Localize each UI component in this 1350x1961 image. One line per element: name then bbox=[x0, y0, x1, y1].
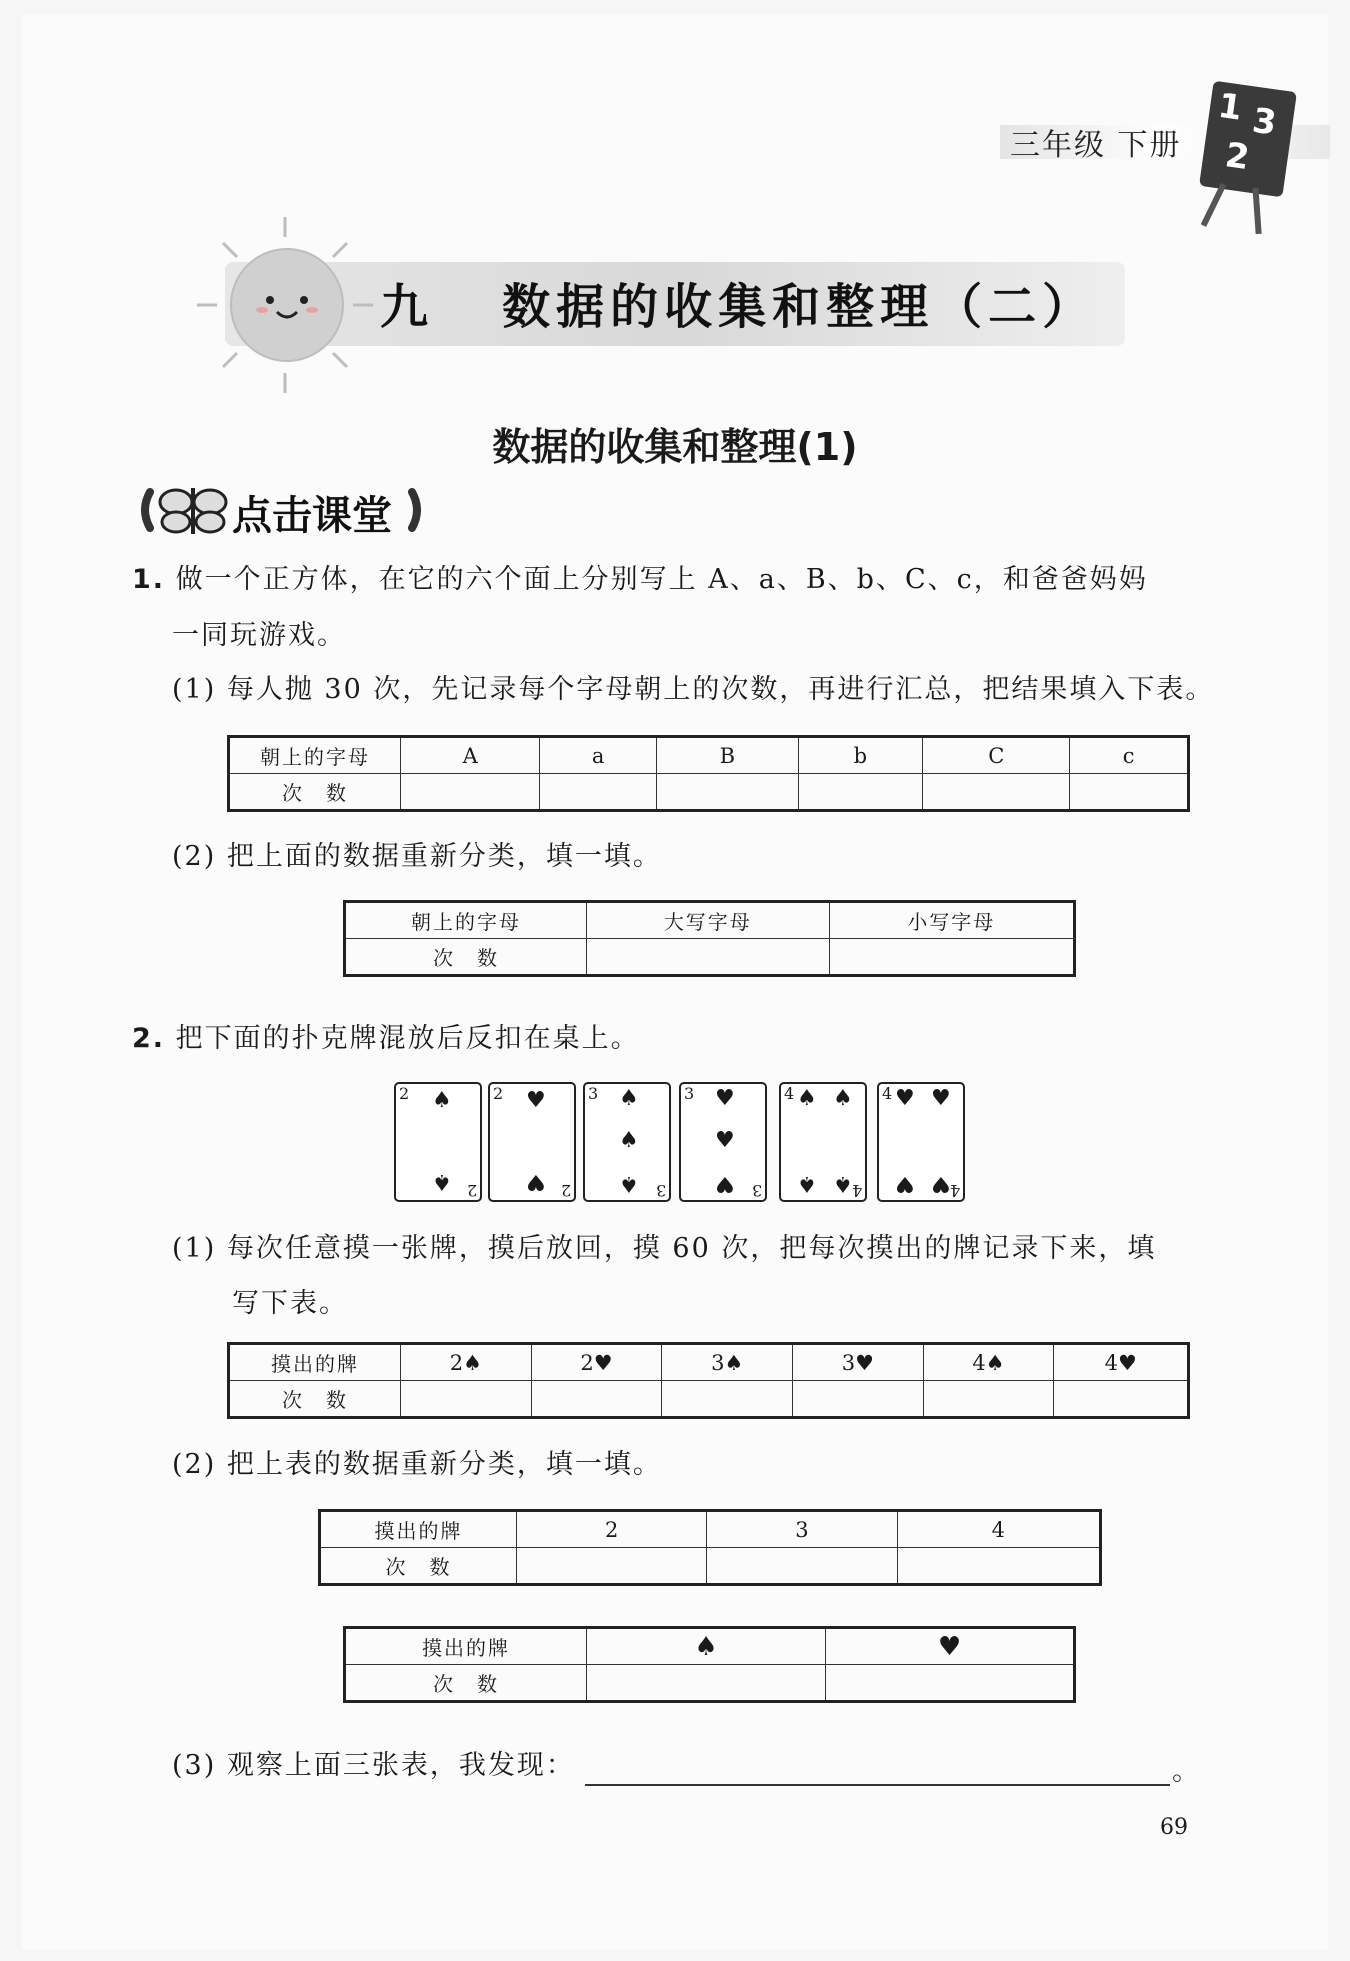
card-rank: 2 bbox=[560, 1181, 571, 1200]
card-2-spade bbox=[394, 1082, 482, 1202]
column-cell: C bbox=[923, 737, 1070, 774]
card-rank: 2 bbox=[493, 1084, 504, 1103]
column-cell: b bbox=[798, 737, 923, 774]
table-row bbox=[345, 939, 1075, 976]
column-cell: 2♠ bbox=[401, 1344, 532, 1381]
card-4-spade bbox=[779, 1082, 867, 1202]
header-cell: 摸出的牌 bbox=[229, 1344, 401, 1381]
header-cell: 朝上的字母 bbox=[345, 902, 587, 939]
board-number-2: 2 bbox=[1222, 135, 1252, 179]
butterfly-icon bbox=[160, 488, 226, 534]
column-cell: a bbox=[540, 737, 657, 774]
card-2-heart bbox=[488, 1082, 576, 1202]
answer-cell[interactable] bbox=[829, 939, 1074, 976]
answer-blank-line[interactable] bbox=[585, 1784, 1170, 1786]
q2-part1-line1: (1) 每次任意摸一张牌，摸后放回，摸 60 次，把每次摸出的牌记录下来，填 bbox=[172, 1233, 1157, 1264]
q1-part2: (2) 把上面的数据重新分类，填一填。 bbox=[172, 841, 662, 872]
table-row bbox=[320, 1548, 1101, 1585]
card-rank: 4 bbox=[851, 1181, 862, 1200]
answer-cell[interactable] bbox=[540, 774, 657, 811]
column-cell: 大写字母 bbox=[587, 902, 830, 939]
q2-line bbox=[132, 1025, 640, 1052]
sun-rays-icon bbox=[195, 215, 375, 395]
column-cell: 4♥ bbox=[1054, 1344, 1189, 1381]
answer-cell[interactable] bbox=[923, 1381, 1054, 1418]
q1-part1: (1) 每人抛 30 次，先记录每个字母朝上的次数，再进行汇总，把结果填入下表。 bbox=[172, 674, 1215, 705]
answer-cell[interactable] bbox=[923, 774, 1070, 811]
header-cell: 摸出的牌 bbox=[320, 1511, 517, 1548]
table-row bbox=[229, 737, 1189, 774]
badge-label: 点击课堂 bbox=[232, 493, 392, 539]
card-4-heart bbox=[877, 1082, 965, 1202]
q1-text-line1: 做一个正方体，在它的六个面上分别写上 A、a、B、b、C、c，和爸爸妈妈 bbox=[175, 564, 1148, 595]
card-count-table bbox=[227, 1342, 1190, 1419]
header-cell: 摸出的牌 bbox=[345, 1628, 587, 1665]
letter-count-table bbox=[227, 735, 1190, 812]
column-cell: B bbox=[656, 737, 798, 774]
table-row bbox=[229, 1381, 1189, 1418]
column-cell: A bbox=[401, 737, 540, 774]
grade-label: 三年级 下册 bbox=[1010, 128, 1182, 163]
answer-cell[interactable] bbox=[1070, 774, 1189, 811]
answer-cell[interactable] bbox=[656, 774, 798, 811]
card-suit-table bbox=[343, 1626, 1076, 1703]
heart-icon: ♥ bbox=[715, 1128, 735, 1153]
card-rank: 3 bbox=[684, 1084, 695, 1103]
answer-cell[interactable] bbox=[517, 1548, 707, 1585]
table-row bbox=[229, 774, 1189, 811]
board-number-1: 1 bbox=[1215, 85, 1245, 129]
count-label-cell: 次 数 bbox=[345, 939, 587, 976]
answer-cell[interactable] bbox=[1054, 1381, 1189, 1418]
card-3-spade bbox=[583, 1082, 671, 1202]
count-label-cell: 次 数 bbox=[320, 1548, 517, 1585]
letter-case-table bbox=[343, 900, 1076, 977]
answer-cell[interactable] bbox=[826, 1665, 1075, 1702]
heart-icon: ♥ bbox=[826, 1628, 1075, 1665]
card-rank-table bbox=[318, 1509, 1102, 1586]
board-number-3: 3 bbox=[1249, 100, 1279, 144]
card-rank: 2 bbox=[399, 1084, 410, 1103]
spade-icon: ♠ bbox=[432, 1169, 452, 1194]
answer-cell[interactable] bbox=[793, 1381, 924, 1418]
answer-cell[interactable] bbox=[531, 1381, 662, 1418]
chapter-title: 数据的收集和整理（二） bbox=[502, 279, 1097, 335]
card-rank: 3 bbox=[655, 1181, 666, 1200]
heart-icon: ♥ bbox=[895, 1086, 915, 1111]
answer-cell[interactable] bbox=[897, 1548, 1101, 1585]
chapter-heading bbox=[380, 268, 1096, 337]
card-3-heart bbox=[679, 1082, 767, 1202]
heart-icon: ♥ bbox=[526, 1169, 546, 1194]
card-rank: 4 bbox=[784, 1084, 795, 1103]
column-cell: 2 bbox=[517, 1511, 707, 1548]
chapter-number: 九 bbox=[380, 279, 435, 335]
heart-icon: ♥ bbox=[931, 1086, 951, 1111]
spade-icon: ♠ bbox=[797, 1086, 817, 1111]
spade-icon: ♠ bbox=[619, 1128, 639, 1153]
card-rank: 3 bbox=[751, 1181, 762, 1200]
q2-part3-end: 。 bbox=[1172, 1756, 1201, 1787]
heart-icon: ♥ bbox=[895, 1171, 915, 1196]
table-row bbox=[345, 1665, 1075, 1702]
count-label-cell: 次 数 bbox=[229, 774, 401, 811]
spade-icon: ♠ bbox=[619, 1171, 639, 1196]
spade-icon: ♠ bbox=[587, 1628, 826, 1665]
q2-part3: (3) 观察上面三张表，我发现： bbox=[172, 1750, 575, 1781]
blackboard-logo bbox=[1199, 81, 1297, 198]
q2-part2: (2) 把上表的数据重新分类，填一填。 bbox=[172, 1449, 662, 1480]
q2-part1-line2: 写下表。 bbox=[232, 1288, 348, 1319]
table-row bbox=[345, 1628, 1075, 1665]
spade-icon: ♠ bbox=[619, 1086, 639, 1111]
q1-line1 bbox=[132, 566, 1148, 593]
spade-icon: ♠ bbox=[833, 1086, 853, 1111]
count-label-cell: 次 数 bbox=[345, 1665, 587, 1702]
heart-icon: ♥ bbox=[715, 1171, 735, 1196]
section-title: 数据的收集和整理(1) bbox=[492, 425, 858, 469]
table-row bbox=[320, 1511, 1101, 1548]
table-row bbox=[229, 1344, 1189, 1381]
card-rank: 2 bbox=[466, 1181, 477, 1200]
column-cell: c bbox=[1070, 737, 1189, 774]
column-cell: 4♠ bbox=[923, 1344, 1054, 1381]
answer-cell[interactable] bbox=[401, 1381, 532, 1418]
q2-number: 2. bbox=[132, 1023, 166, 1054]
column-cell: 3 bbox=[707, 1511, 897, 1548]
column-cell: 3♥ bbox=[793, 1344, 924, 1381]
answer-cell[interactable] bbox=[798, 774, 923, 811]
page-number: 69 bbox=[1160, 1815, 1188, 1840]
card-rank: 4 bbox=[949, 1181, 960, 1200]
q2-text: 把下面的扑克牌混放后反扣在桌上。 bbox=[175, 1023, 640, 1054]
answer-cell[interactable] bbox=[587, 939, 830, 976]
answer-cell[interactable] bbox=[707, 1548, 897, 1585]
card-rank: 4 bbox=[882, 1084, 893, 1103]
table-row bbox=[345, 902, 1075, 939]
column-cell: 2♥ bbox=[531, 1344, 662, 1381]
answer-cell[interactable] bbox=[401, 774, 540, 811]
column-cell: 4 bbox=[897, 1511, 1101, 1548]
column-cell: 3♠ bbox=[662, 1344, 793, 1381]
q1-text-line2: 一同玩游戏。 bbox=[172, 620, 346, 651]
heart-icon: ♥ bbox=[715, 1086, 735, 1111]
heart-icon: ♥ bbox=[526, 1088, 546, 1113]
count-label-cell: 次 数 bbox=[229, 1381, 401, 1418]
q1-number: 1. bbox=[132, 564, 166, 595]
heart-icon: ♥ bbox=[931, 1171, 951, 1196]
spade-icon: ♠ bbox=[833, 1171, 853, 1196]
header-cell: 朝上的字母 bbox=[229, 737, 401, 774]
spade-icon: ♠ bbox=[797, 1171, 817, 1196]
answer-cell[interactable] bbox=[662, 1381, 793, 1418]
spade-icon: ♠ bbox=[432, 1088, 452, 1113]
column-cell: 小写字母 bbox=[829, 902, 1074, 939]
card-rank: 3 bbox=[588, 1084, 599, 1103]
answer-cell[interactable] bbox=[587, 1665, 826, 1702]
